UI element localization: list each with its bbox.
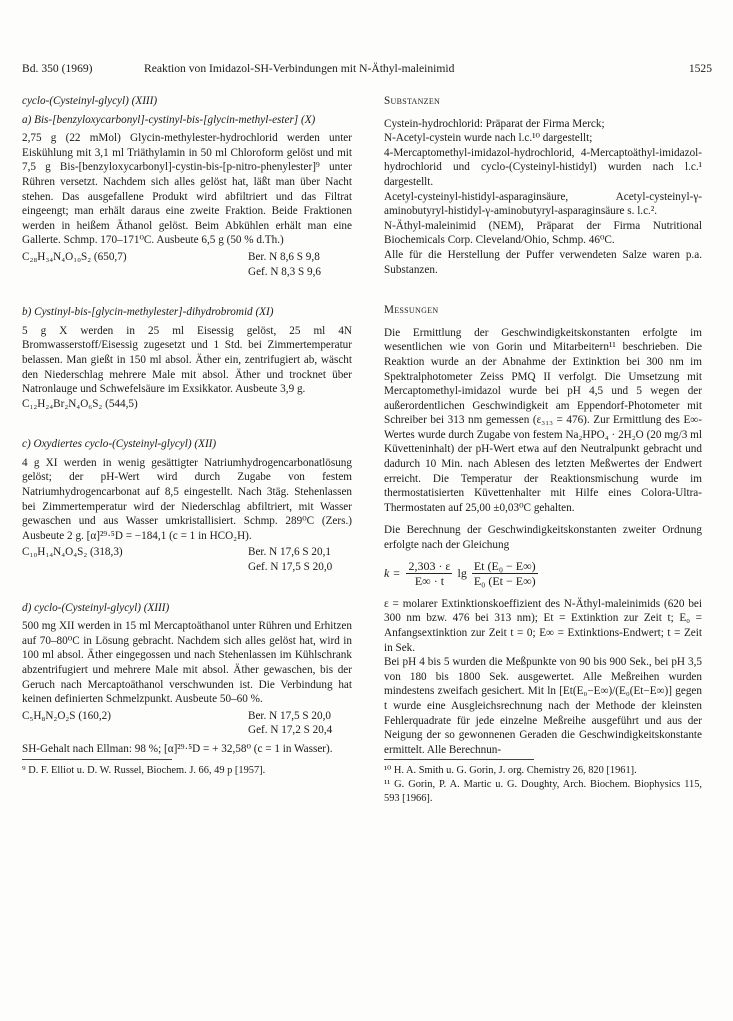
sh-content: SH-Gehalt nach Ellman: 98 %; [α]²⁹·⁵D = + 32,58⁰ (c = 1 in Wasser).	[22, 742, 333, 755]
running-title: Reaktion von Imidazol-SH-Verbindungen mit N-Äthyl-maleinimid	[144, 62, 455, 75]
page-number: 1525	[688, 62, 712, 75]
subsection-b-title: b) Cystinyl-bis-[glycin-methylester]-dihydrobromid (XI)	[22, 306, 274, 319]
eq-fraction-2	[472, 559, 538, 589]
left-column	[22, 94, 352, 777]
footnote-rule-right	[384, 759, 534, 760]
footnote-9: ⁹ D. F. Elliot u. D. W. Russel, Biochem. J. 66, 49 p [1957].	[22, 764, 266, 776]
substance-1: Cystein-hydrochlorid: Präparat der Firma Merck;	[384, 117, 605, 130]
footnote-10: ¹⁰ H. A. Smith u. G. Gorin, J. org. Chemistry 26, 820 [1961].	[384, 765, 637, 777]
analysis-d	[22, 709, 352, 724]
gef-a: Gef. N 8,3 S 9,6	[248, 265, 322, 278]
subsection-c-title: c) Oxydiertes cyclo-(Cysteinyl-glycyl) (XII)	[22, 438, 217, 451]
substanzen-heading: Substanzen	[384, 95, 441, 107]
footnote-rule	[22, 759, 172, 760]
right-column	[384, 94, 702, 805]
volume-label: Bd. 350 (1969)	[22, 62, 93, 75]
subsection-c-text: 4 g XI werden in wenig gesättigter Natriumhydrogencarbonatlösung gelöst; der pH-Wert wird durch Zugabe von festem Natriumhydrogencarbonat auf 8,5 eingestellt. Nach 3täg. Stehenlassen bei Zimmertemperatur wird der Niederschlag abfiltriert, mit Wasser gewaschen und aus Wasser umkristallisiert. Schmp. 289⁰C (Zers.) Ausbeute 2 g. [α]²⁹·⁵D = −184,1 (c = 1 in HCO₂H).	[22, 456, 352, 542]
ber-c: Ber. N 17,6 S 20,1	[248, 546, 331, 559]
running-header	[22, 62, 712, 78]
eq-fraction-1	[406, 559, 452, 589]
messungen-para-1: Die Ermittlung der Geschwindigkeitskonstanten erfolgte im wesentlichen wie von Gorin und Mitarbeitern¹¹ beschrieben. Die Reaktion wurde an der Abnahme der Extinktion bei 300 nm im Spektralphotometer Zeiss PMQ II verfolgt. Die Umsetzung mit Mercaptomethyl-imidazol wurde bei pH 4,5 und 5 wegen der außerordentlichen Geschwindigkeit am Eppendorf-Photometer mit Schreiber bei 313 nm gemessen (ε₃₁₃ = 476). Zur Ermittlung des E∞-Wertes wurde durch Zugabe von festem Na₂HPO₄ · 2H₂O (20 mg/3 ml Küvetteninhalt) der pH-Wert etwa auf den Neutralpunkt gebracht und dadurch 10 Min. nach Ablesen des letzten Meßwertes der Endwert erreicht. Die Temperatur der Reaktionsmischung wurde im thermostatisierten Küvettenhalter mit Hilfe eines Colora-Ultra-Thermostaten auf 25,00 ±0,03⁰C gehalten.	[384, 326, 702, 514]
analysis-a-gef	[22, 265, 352, 280]
messungen-heading: Messungen	[384, 304, 439, 317]
subsection-a-title: a) Bis-[benzyloxycarbonyl]-cystinyl-bis-[glycin-methyl-ester] (X)	[22, 113, 316, 126]
messungen-para-4: Bei pH 4 bis 5 wurden die Meßpunkte von 90 bis 900 Sek., bei pH 3,5 von 180 bis 1800 Sek. ausgewertet. Alle Meßreihen wurden mindestens zweifach gesichert. Mit ln [Et(E₀−E∞)/(E₀(Et−E∞)] gegen t wurde eine Ausgleichsrechnung nach der Methode der kleinsten Fehlerquadrate für jede einzelne Meßreihe ausgeführt und aus der Neigung der so gewonnenen Geraden die Geschwindigkeitskonstante ermittelt. Alle Berechnun-	[384, 656, 702, 756]
substance-3: 4-Mercaptomethyl-imidazol-hydrochlorid, 4-Mercaptoäthyl-imidazol-hydrochlorid und cyclo-(Cysteinyl-histidyl) wurden nach l.c.¹ dargestellt.	[384, 146, 702, 188]
substance-5: N-Äthyl-maleinimid (NEM), Präparat der Firma Nutritional Biochemicals Corp. Cleveland/Ohio, Schmp. 46⁰C.	[384, 219, 702, 247]
analysis-c	[22, 545, 352, 560]
messungen-para-3: ε = molarer Extinktionskoeffizient des N-Äthyl-maleinimids (620 bei 300 nm bzw. 476 bei 313 nm); Et = Extinktion zur Zeit t; E₀ = Anfangsextinktion zur Zeit t = 0; E∞ = Extinktions-Endwert; t = Zeit in Sek.	[384, 597, 702, 654]
footnote-11: ¹¹ G. Gorin, P. A. Martic u. G. Doughty, Arch. Biochem. Biophysics 115, 593 [1966].	[384, 778, 702, 804]
subsection-a-text: 2,75 g (22 mMol) Glycin-methylester-hydrochlorid werden unter Eiskühlung mit 3,1 ml Triäthylamin in 50 ml Chloroform gelöst und mit 7,5 g Bis-[benzyloxycarbonyl]-cystin-bis-[p-nitro-phenylester]⁹ unter Rühren versetzt. Nachdem sich alles gelöst hat, läßt man über Nacht stehen. Das ausgefallene Produkt wird abfiltriert und das Filtrat eingeengt; man erhält daraus eine zweite Fraktion. Beide Fraktionen werden in heißem Äthanol gelöst. Beim Abkühlen erhält man eine Gallerte. Schmp. 170–171⁰C. Ausbeute 6,5 g (50 % d.Th.)	[22, 132, 352, 247]
subsection-d-text: 500 mg XII werden in 15 ml Mercaptoäthanol unter Rühren und Erhitzen auf 70–80⁰C in Lösung gebracht. Nachdem sich alles gelöst hat, wird in 100 ml absol. Äther eingegossen und nach Stehenlassen im Kühlschrank abzentrifugiert und mehrere Male mit absol. Äther gewaschen, bis der Geruch nach Mercaptoäthanol verschwunden ist. Die Verbindung hat keinen definierten Schmelzpunkt. Ausbeute 50–60 %.	[22, 620, 352, 706]
gef-c: Gef. N 17,5 S 20,0	[248, 561, 333, 574]
eq-denominator-2: E₀ (Et − E∞)	[473, 574, 536, 589]
analysis-d-gef	[22, 723, 352, 738]
eq-denominator-1: E∞ · t	[414, 574, 445, 589]
eq-lg: lg	[457, 566, 467, 581]
eq-k: k =	[384, 566, 401, 581]
substance-6: Alle für die Herstellung der Puffer verwendeten Salze waren p.a. Substanzen.	[384, 248, 702, 276]
formula-a: C₂₈H₃₄N₄O₁₀S₂ (650,7)	[22, 250, 127, 263]
substance-2: N-Acetyl-cystein wurde nach l.c.¹⁰ dargestellt;	[384, 132, 593, 145]
formula-d: C₅H₈N₂O₂S (160,2)	[22, 709, 111, 722]
ber-d: Ber. N 17,5 S 20,0	[248, 709, 331, 722]
eq-numerator-2: Et (E₀ − E∞)	[473, 558, 536, 573]
substance-4: Acetyl-cysteinyl-histidyl-asparaginsäure, Acetyl-cysteinyl-γ-aminobutyryl-histidyl-γ-aminobutyryl-asparaginsäure s. l.c.².	[384, 190, 702, 218]
gef-d: Gef. N 17,2 S 20,4	[248, 724, 333, 737]
formula-b: C₁₂H₂₄Br₂N₄O₆S₂ (544,5)	[22, 397, 138, 410]
subsection-d-title: d) cyclo-(Cysteinyl-glycyl) (XIII)	[22, 601, 170, 614]
rate-equation	[384, 559, 702, 589]
eq-numerator-1: 2,303 · ε	[408, 558, 451, 573]
section-heading: cyclo-(Cysteinyl-glycyl) (XIII)	[22, 95, 158, 107]
ber-a: Ber. N 8,6 S 9,8	[248, 250, 320, 263]
formula-c: C₁₀H₁₄N₄O₄S₂ (318,3)	[22, 546, 123, 559]
messungen-para-2: Die Berechnung der Geschwindigkeitskonstanten zweiter Ordnung erfolgte nach der Gleichung	[384, 524, 702, 552]
subsection-b-text: 5 g X werden in 25 ml Eisessig gelöst, 25 ml 4N Bromwasserstoff/Eisessig zugesetzt und 1 Std. bei Zimmertemperatur belassen. Man gießt in 150 ml absol. Äther ein, zentrifugiert ab, wäscht den Niederschlag mehrere Male mit absol. Äther und trocknet über Natronlauge und Schwefelsäure im Exsikkator. Ausbeute 3,9 g.	[22, 324, 352, 396]
analysis-a	[22, 250, 352, 265]
analysis-c-gef	[22, 560, 352, 575]
